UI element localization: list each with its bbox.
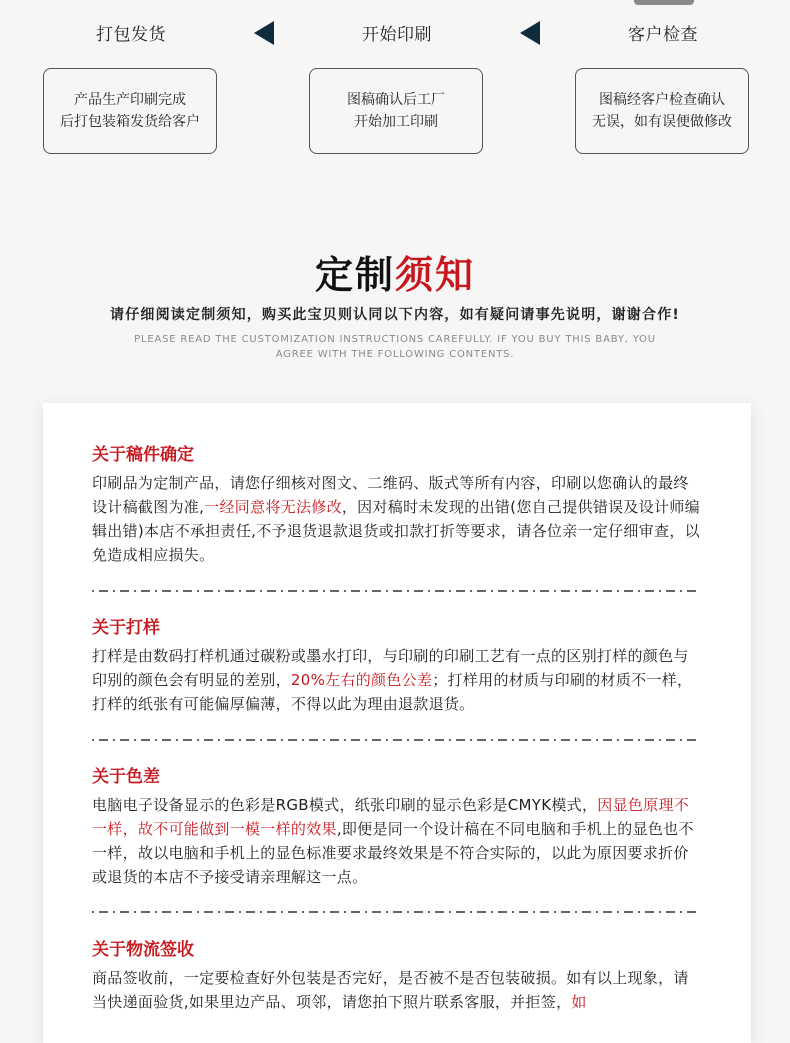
section-proofing (92, 616, 702, 716)
page-title-red: 须知 (395, 253, 476, 297)
body-text: 打样是由数码打样机通过碳粉或墨水打印，与印刷的印刷工艺有一点的区别打样的颜色与印别的颜色会有明显的差别， (92, 647, 689, 689)
dashed-divider (92, 739, 700, 741)
section-body (92, 793, 702, 889)
body-highlight: 因显色原理不一样，故不可能做到一模一样的效果 (92, 796, 690, 838)
subtitle-en-line: AGREE WITH THE FOLLOWING CONTENTS. (275, 349, 515, 360)
body-text: 商品签收前，一定要检查好外包装是否完好，是否被不是否包装破损。如有以上现象，请当快递面验货,如果里边产品、项邻，请您拍下照片联系客服，并拒签， (92, 969, 689, 1011)
page-title-black: 定制 (314, 253, 395, 297)
section-body (92, 644, 702, 716)
dashed-divider (92, 590, 700, 592)
step-box-line: 后打包装箱发货给客户 (60, 114, 200, 130)
body-highlight: 20%左右的颜色公差 (290, 671, 433, 689)
step-box-line: 图稿确认后工厂 (347, 92, 445, 108)
subtitle-en (0, 332, 790, 362)
top-stub-decoration (634, 0, 694, 5)
arrow-left-icon (520, 21, 540, 45)
step-box-line: 无误，如有误便做修改 (592, 114, 732, 130)
section-color-difference (92, 765, 702, 889)
step-title-packing: 打包发货 (96, 25, 166, 45)
notice-card (43, 403, 751, 1043)
body-text: ；打样用的材质与印刷的材质不一样，打样的纸张有可能偏厚偏薄，不得以此为理由退款退货。 (92, 671, 693, 713)
step-box-printing (309, 68, 483, 154)
step-title-printing: 开始印刷 (362, 25, 432, 45)
step-box-line: 开始加工印刷 (354, 114, 438, 130)
body-text: ，因对稿时未发现的出错(您自己提供错误及设计师编辑出错)本店不承担责任,不予退货退款退货或扣款打折等要求，请各位亲一定仔细审查，以免造成相应损失。 (92, 498, 700, 564)
step-box-line: 产品生产印刷完成 (74, 92, 186, 108)
body-text: 印刷品为定制产品，请您仔细核对图文、二维码、版式等所有内容，印刷以您确认的最终设计稿截图为准, (92, 474, 689, 516)
step-title-check: 客户检查 (628, 25, 698, 45)
section-body (92, 966, 702, 1014)
section-title: 关于稿件确定 (92, 445, 194, 465)
subtitle-en-line: PLEASE READ THE CUSTOMIZATION INSTRUCTIONS CAREFULLY. IF YOU BUY THIS BABY, YOU (134, 334, 656, 345)
body-highlight: 一经同意将无法修改 (204, 498, 342, 516)
step-box-line: 图稿经客户检查确认 (599, 92, 725, 108)
dashed-divider (92, 911, 700, 913)
body-text: ,即便是同一个设计稿在不同电脑和手机上的显色也不一样，故以电脑和手机上的显色标准要求最终效果是不符合实际的，以此为原因要求折价或退货的本店不予接受请亲理解这一点。 (92, 820, 694, 886)
body-highlight: 如 (571, 993, 587, 1011)
page-title (0, 244, 790, 299)
body-text: 电脑电子设备显示的色彩是RGB模式，纸张印刷的显示色彩是CMYK模式， (92, 796, 598, 814)
section-title: 关于物流签收 (92, 940, 194, 960)
arrow-left-icon (254, 21, 274, 45)
section-draft-confirm (92, 443, 702, 567)
step-box-check (575, 68, 749, 154)
step-box-packing (43, 68, 217, 154)
section-title: 关于色差 (92, 767, 160, 787)
section-body (92, 471, 702, 567)
section-title: 关于打样 (92, 618, 160, 638)
section-logistics (92, 938, 702, 1014)
subtitle-cn: 请仔细阅读定制须知，购买此宝贝则认同以下内容，如有疑问请事先说明，谢谢合作! (110, 307, 680, 323)
